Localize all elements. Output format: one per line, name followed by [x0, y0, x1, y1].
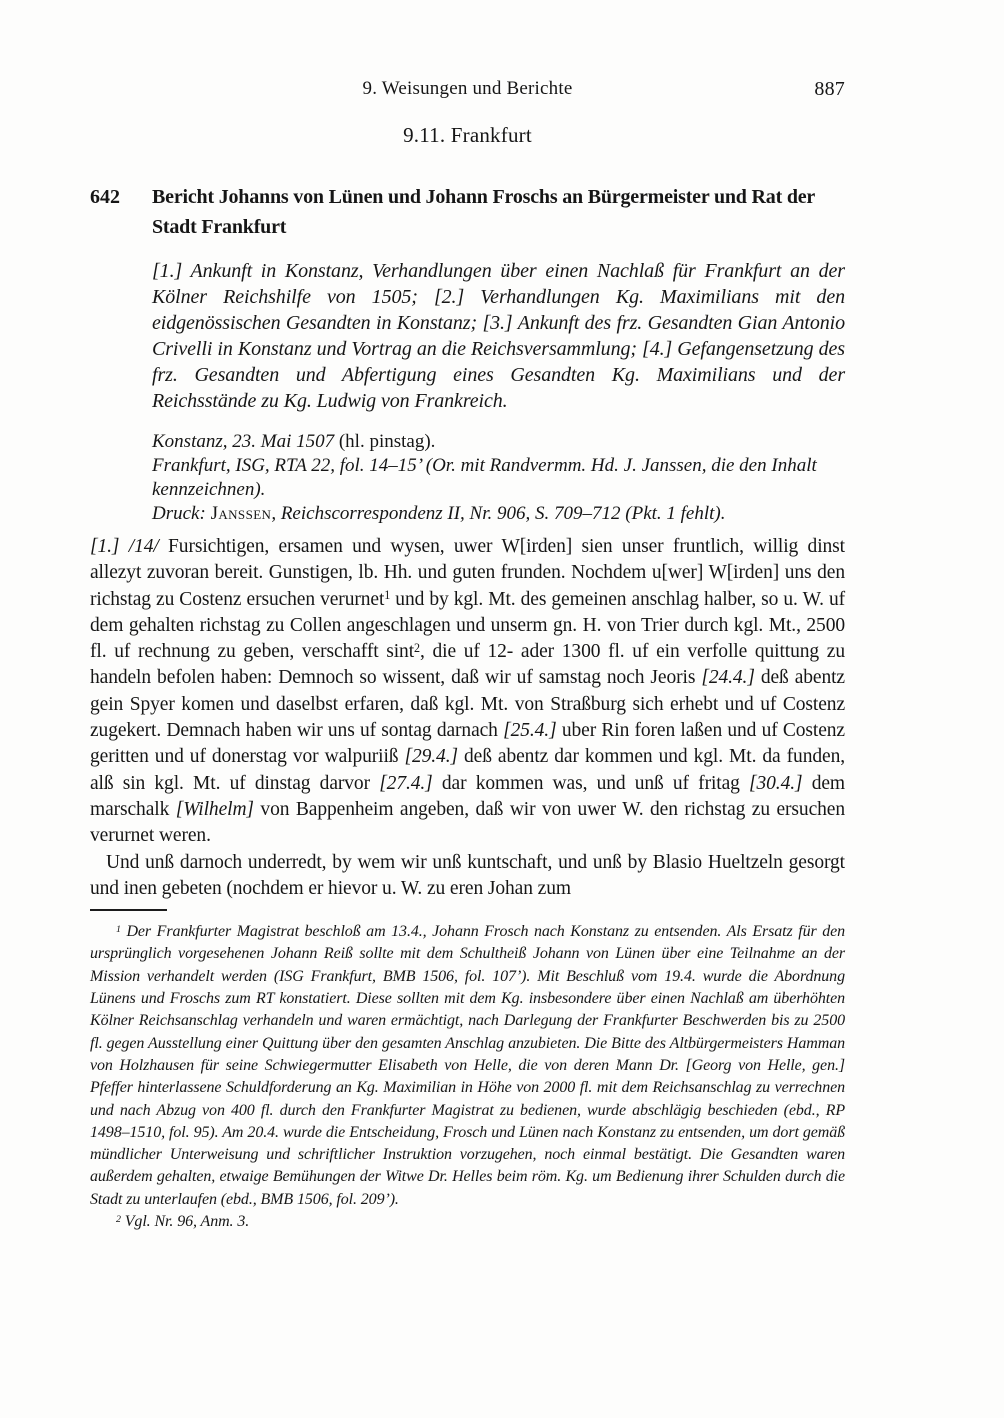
document-summary: [1.] Ankunft in Konstanz, Verhandlungen über einen Nachlaß für Frankfurt an der Kölner Reichshilfe von 1505; [2.] Verhandlungen Kg. Maximilians mit den eidgenössischen Gesandten in Konstanz; [3.] Ankunft des frz. Gesandten Gian Antonio Crivelli in Konstanz und Vortrag an die Reichsversammlung; [4.] Gefangensetzung des frz. Gesandten und Abfertigung eines Gesandten Kg. Maximilians und der Reichsstände zu Kg. Ludwig von Frankreich. [152, 260, 845, 412]
body-paragraph-2: Und unß darnoch underredt, by wem wir unß kuntschaft, und unß by Blasio Hueltzeln gesorgt und inen gebeten (nochdem er hievor u. W. zu eren Johan zum [90, 851, 845, 899]
date-line: Konstanz, 23. Mai 1507 (hl. pinstag). [152, 431, 436, 452]
body-paragraph-1: [1.] /14/ Fursichtigen, ersamen und wysen, uwer W[irden] sien unser fruntlich, willig dinst allezyt zuvoran bereit. Gunstigen, lb. Hh. und guten frunden. Nochdem u[wer] W[irden] uns den richstag zu Costenz ersuchen verurnet$^1$ und by kgl. Mt. des gemeinen anschlag halber, so u. W. uf dem gehalten richstag zu Collen angeschlagen und unserm gn. H. von Trier durch kgl. Mt., 2500 fl. uf rechnung zu geben, verschafft sint$^2$, die uf 12- ader 1300 fl. uf ein verfolle quittung zu handeln befolen haben: Demnoch so wissent, daß wir uf samstag noch Jeoris [24.4.] deß abentz gein Spyer komen und daselbst erfaren, daß kgl. Mt. von Straßburg sich erhebt und uf Costenz zugekert. Demnach haben wir uns uf sontag darnach [25.4.] uber Rin foren laßen und uf Costenz geritten und uf donerstag vor walpuriiß [29.4.] deß abentz dar kommen und kgl. Mt. da funden, alß sin kgl. Mt. uf dinstag darvor [27.4.] dar kommen was, und unß uf fritag [30.4.] dem marschalk [Wilhelm] von Bappenheim angeben, daß wir von uwer W. den richstag zu ersuchen verurnet weren. [90, 536, 845, 847]
document-metadata [152, 430, 845, 526]
page-number: 887 [814, 78, 845, 100]
footnotes [90, 921, 845, 1233]
running-head-title: 9. Weisungen und Berichte [362, 78, 573, 99]
footnote-2: $^2$ Vgl. Nr. 96, Anm. 3. [116, 1213, 250, 1231]
document-title-block [90, 182, 845, 242]
document-title: Bericht Johanns von Lünen und Johann Froschs an Bürgermeister und Rat der Stadt Frankfurt [152, 186, 815, 238]
running-head [90, 78, 845, 100]
footnote-1: $^1$ Der Frankfurter Magistrat beschloß am 13.4., Johann Frosch nach Konstanz zu entsenden. Als Ersatz für den ursprünglich vorgesehenen Johann Reiß sollte mit dem Schultheiß Johann von Lünen über eine Teilnahme an der Mission verhandelt werden (ISG Frankfurt, BMB 1506, fol. 107’). Mit Beschluß vom 19.4. wurde die Abordnung Lünens und Froschs zum RT konstatiert. Diese sollten mit dem Kg. insbesondere über einen Nachlaß am überhöhten Kölner Reichsanschlag verhandeln und waren ermächtigt, nach Darlegung der Frankfurter Beschwerden bis zu 2500 fl. gegen Ausstellung einer Quittung über den gesamten Anschlag anzubieten. Die Bitte des Altbürgermeisters Hamman von Holzhausen für seine Schwiegermutter Elisabeth von Helle, die von deren Mann Dr. [Georg von Helle, gen.] Pfeffer hinterlassene Schuldforderung an Kg. Maximilian in Höhe von 2000 fl. mit dem Reichsanschlag zu verrechnen und nach Abzug von 400 fl. durch den Frankfurter Magistrat zu bedienen, wurde abschlägig beschieden (ebd., RP 1498–1510, fol. 95). Am 20.4. wurde die Entscheidung, Frosch und Lünen nach Konstanz zu entsenden, um dort gemäß mündlicher Unterweisung und schriftlicher Instruktion vorzugehen, noch einmal bestätigt. Die Gesandten waren außerdem gehalten, etwaige Bemühungen der Witwe Dr. Helles beim röm. Kg. um Bedienung ihrer Schulden durch die Stadt zu unterlaufen (ebd., BMB 1506, fol. 209’). [90, 923, 845, 1208]
archive-source-line: Frankfurt, ISG, RTA 22, fol. 14–15’ (Or. mit Randvermm. Hd. J. Janssen, die den Inhalt kennzeichnen). [152, 455, 817, 500]
print-reference-line: Druck: Janssen, Reichscorrespondenz II, Nr. 906, S. 709–712 (Pkt. 1 fehlt). [152, 503, 726, 524]
footnote-separator [90, 909, 167, 911]
section-heading: 9.11. Frankfurt [403, 123, 532, 147]
document-body [90, 534, 845, 902]
document-number: 642 [90, 186, 120, 208]
